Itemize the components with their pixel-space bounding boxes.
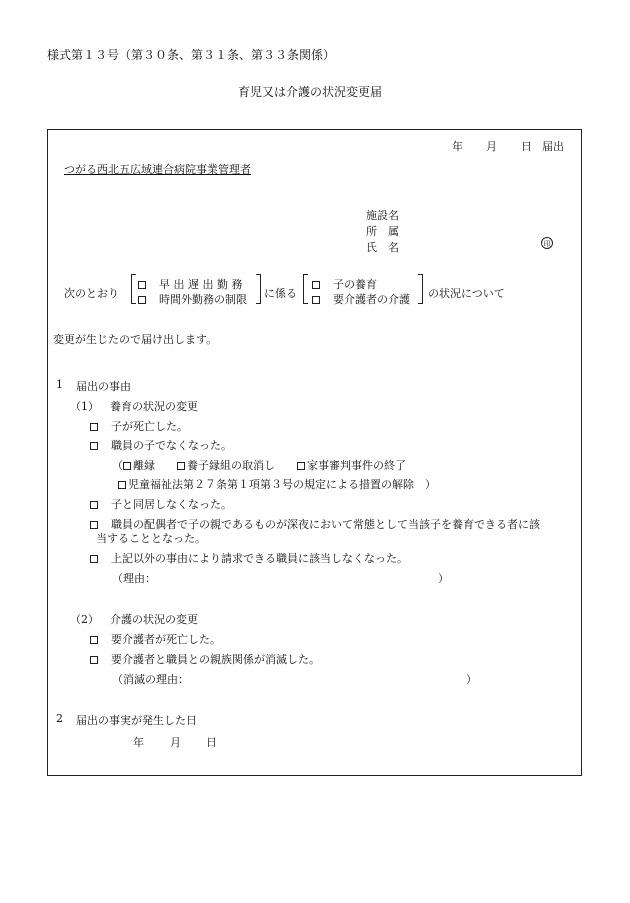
item-label: 子と同居しなくなった。: [111, 498, 232, 511]
care-option-elder[interactable]: [312, 291, 410, 307]
open-paren: （: [112, 459, 123, 472]
checkbox[interactable]: [312, 296, 320, 304]
checkbox[interactable]: [90, 636, 98, 644]
care-option-label: 子の養育: [333, 278, 377, 291]
checkbox[interactable]: [138, 296, 146, 304]
checkbox-divorce[interactable]: [123, 462, 131, 470]
section2-number: 2: [56, 712, 63, 725]
date-label: 届出: [542, 140, 564, 153]
sub1-reason-label: （理由：: [112, 572, 156, 585]
checkbox[interactable]: [90, 521, 98, 529]
statement-suffix: の状況について: [428, 287, 505, 300]
care-bracket-left: [303, 274, 308, 304]
sub1-item-spouse-line2: 当することとなった。: [96, 532, 206, 545]
addressee: つがる西北五広域連合病院事業管理者: [64, 163, 251, 176]
checkbox-family-court[interactable]: [297, 462, 305, 470]
section1-number: 1: [56, 378, 63, 391]
sub2-reason-label: （消滅の理由：: [112, 673, 189, 686]
form-title: 育児又は介護の状況変更届: [238, 85, 383, 99]
work-option-early-late[interactable]: [138, 276, 242, 292]
sub1-reason-close: ）: [438, 572, 449, 585]
option-family-court: 家事審判事件の終了: [307, 459, 406, 472]
form-number: 様式第１３号（第３０条、第３１条、第３３条関係）: [47, 48, 336, 62]
intro-text: 変更が生じたので届け出します。: [53, 333, 218, 346]
sub1-item-not-cohabiting[interactable]: [90, 496, 232, 512]
sub1-item-other[interactable]: [90, 550, 408, 566]
care-option-label: 要介護者の介護: [333, 293, 410, 306]
checkbox[interactable]: [90, 423, 98, 431]
checkbox-welfare-act[interactable]: [118, 481, 126, 489]
statement-connector: に係る: [264, 287, 297, 300]
sub1-number: （1）: [70, 400, 99, 413]
facility-label: 施設名: [366, 209, 399, 222]
checkbox[interactable]: [90, 442, 98, 450]
checkbox[interactable]: [90, 656, 98, 664]
sub1-item-not-child[interactable]: [90, 437, 232, 453]
date-day: 日: [521, 140, 532, 153]
sub1-title: 養育の状況の変更: [110, 400, 198, 413]
option-welfare-act: 児童福祉法第２７条第１項第３号の規定による措置の解除: [128, 478, 414, 491]
name-label: 氏 名: [366, 241, 399, 254]
section1-title: 届出の事由: [76, 380, 131, 393]
section2-month: 月: [170, 736, 181, 749]
sub2-number: （2）: [70, 613, 99, 626]
sub1-item-child-died[interactable]: [90, 418, 188, 434]
section2-year: 年: [133, 736, 144, 749]
item-label: 子が死亡した。: [111, 420, 188, 433]
item-label: 職員の配偶者で子の親であるものが深夜において常態として当該子を養育できる者に該: [111, 518, 540, 531]
care-option-child[interactable]: [312, 276, 377, 292]
section2-title: 届出の事実が発生した日: [76, 714, 197, 727]
work-option-label: 時間外勤務の制限: [159, 293, 247, 306]
sub2-item-care-recipient-died[interactable]: [90, 631, 221, 647]
checkbox-adoption-cancel[interactable]: [177, 462, 185, 470]
checkbox[interactable]: [312, 281, 320, 289]
work-option-label: 早 出 遅 出 勤 務: [159, 278, 243, 291]
seal-mark: 印: [541, 237, 553, 249]
sub2-item-relation-ended[interactable]: [90, 651, 320, 667]
sub2-title: 介護の状況の変更: [110, 613, 198, 626]
statement-prefix: 次のとおり: [64, 287, 119, 300]
option-adoption-cancel: 養子縁組の取消し: [187, 459, 275, 472]
work-option-overtime[interactable]: [138, 291, 247, 307]
sub1-item2-options-line2: [118, 476, 436, 492]
work-bracket-right: [256, 274, 261, 304]
work-bracket-left: [131, 274, 136, 304]
option-divorce: 離縁: [133, 459, 155, 472]
item-label: 要介護者が死亡した。: [111, 633, 221, 646]
date-month: 月: [486, 140, 497, 153]
checkbox[interactable]: [138, 281, 146, 289]
item-label: 職員の子でなくなった。: [111, 439, 232, 452]
care-bracket-right: [418, 274, 423, 304]
checkbox[interactable]: [90, 501, 98, 509]
checkbox[interactable]: [90, 555, 98, 563]
sub2-reason-close: ）: [466, 673, 477, 686]
sub1-item2-options: [112, 457, 406, 473]
item-label: 上記以外の事由により請求できる職員に該当しなくなった。: [111, 552, 408, 565]
date-year: 年: [452, 140, 463, 153]
department-label: 所 属: [366, 225, 399, 238]
section2-day: 日: [206, 736, 217, 749]
item-label: 要介護者と職員との親族関係が消滅した。: [111, 653, 320, 666]
close-paren: ）: [425, 478, 436, 491]
